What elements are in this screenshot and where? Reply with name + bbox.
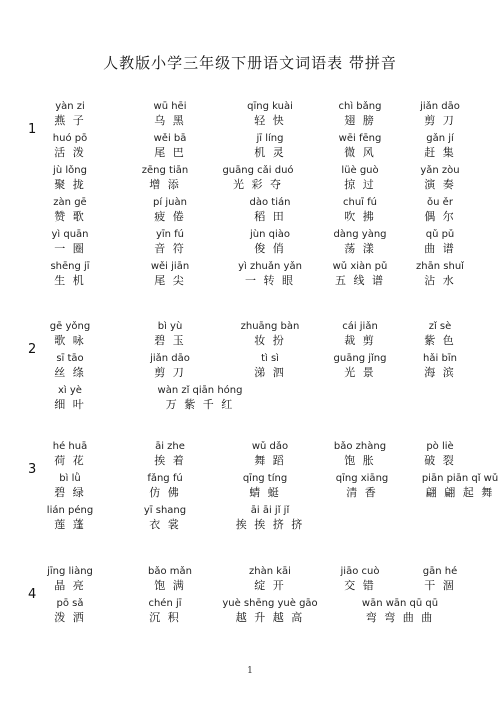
vocab-word xyxy=(53,132,87,160)
pinyin: lián péng xyxy=(46,505,94,516)
hanzi: 晶 亮 xyxy=(54,579,86,592)
pinyin: wū hēi xyxy=(153,101,187,112)
vocab-word xyxy=(154,320,186,348)
hanzi: 紫 色 xyxy=(424,334,456,347)
hanzi: 仿 佛 xyxy=(149,486,181,499)
pinyin: wǔ xiàn pǔ xyxy=(332,261,388,272)
vocab-word xyxy=(154,440,186,468)
pinyin: hé huā xyxy=(52,441,88,452)
hanzi: 丝 绦 xyxy=(54,366,86,379)
hanzi: 交 错 xyxy=(344,579,376,592)
vocab-word xyxy=(424,440,456,468)
vocab-word xyxy=(50,260,89,288)
hanzi: 音 符 xyxy=(154,242,186,255)
hanzi: 细 叶 xyxy=(54,398,86,411)
pinyin: lüè guò xyxy=(341,165,379,176)
lesson-number: 4 xyxy=(28,587,37,602)
pinyin: pò liè xyxy=(426,441,454,452)
hanzi: 翅 膀 xyxy=(344,114,376,127)
hanzi: 掠 过 xyxy=(344,178,376,191)
vocab-word xyxy=(142,164,188,192)
vocab-word xyxy=(341,164,378,192)
hanzi: 稻 田 xyxy=(254,210,286,223)
hanzi: 舞 蹈 xyxy=(254,454,286,467)
hanzi: 绽 开 xyxy=(254,579,286,592)
pinyin: yuè shēng yuè gāo xyxy=(222,598,318,609)
vocab-word xyxy=(333,228,386,256)
hanzi: 沾 水 xyxy=(424,274,456,287)
hanzi: 碧 绿 xyxy=(54,486,86,499)
vocab-word xyxy=(54,597,86,625)
vocab-word xyxy=(416,260,464,288)
hanzi: 剪 刀 xyxy=(154,366,186,379)
vocab-word xyxy=(154,100,187,128)
hanzi: 尾 巴 xyxy=(154,146,186,159)
hanzi: 清 香 xyxy=(346,486,378,499)
vocab-word xyxy=(424,132,456,160)
hanzi: 弯 弯 曲 曲 xyxy=(365,611,435,624)
hanzi: 饱 胀 xyxy=(344,454,376,467)
pinyin: pí juàn xyxy=(153,197,187,208)
hanzi: 剪 刀 xyxy=(424,114,456,127)
lesson-number: 2 xyxy=(28,342,37,357)
pinyin: āi zhe xyxy=(155,441,185,452)
pinyin: qǔ pǔ xyxy=(425,229,455,240)
vocab-word xyxy=(54,472,86,500)
hanzi: 海 滨 xyxy=(424,366,456,379)
pinyin: bì yù xyxy=(157,321,183,332)
pinyin: shēng jī xyxy=(50,261,90,272)
hanzi: 增 添 xyxy=(149,178,181,191)
vocab-word xyxy=(334,440,386,468)
pinyin: wǔ dǎo xyxy=(251,441,289,452)
hanzi: 疲 倦 xyxy=(154,210,186,223)
pinyin: chì bǎng xyxy=(338,101,382,112)
vocab-word xyxy=(47,565,93,593)
vocab-word xyxy=(54,100,86,128)
vocab-word xyxy=(148,565,192,593)
pinyin: gān hé xyxy=(422,566,458,577)
vocab-word xyxy=(222,164,293,192)
vocab-word xyxy=(341,565,380,593)
pinyin: wěi bā xyxy=(153,133,187,144)
pinyin: chén jī xyxy=(148,598,182,609)
pinyin: guāng cǎi duó xyxy=(222,165,294,176)
hanzi: 偶 尔 xyxy=(424,210,456,223)
pinyin: tì sì xyxy=(261,353,279,364)
vocab-word xyxy=(424,196,456,224)
pinyin: hǎi bīn xyxy=(423,353,457,364)
hanzi: 乌 黑 xyxy=(154,114,186,127)
lesson-number: 3 xyxy=(28,462,37,477)
vocab-word xyxy=(241,320,300,348)
pinyin: yì zhuǎn yǎn xyxy=(238,261,302,272)
pinyin: āi āi jǐ jǐ xyxy=(250,505,290,516)
pinyin: huó pō xyxy=(52,133,88,144)
vocab-word xyxy=(50,320,90,348)
vocab-word xyxy=(243,472,287,500)
vocab-word xyxy=(422,472,498,500)
vocab-word xyxy=(236,504,305,532)
pinyin: chuī fú xyxy=(343,197,377,208)
hanzi: 蜻 蜓 xyxy=(249,486,281,499)
hanzi: 挨 挨 挤 挤 xyxy=(235,518,305,531)
vocab-word xyxy=(252,440,288,468)
pinyin: jī líng xyxy=(256,133,284,144)
pinyin: pō sǎ xyxy=(56,598,84,609)
page-number: 1 xyxy=(247,666,253,676)
pinyin: yì quān xyxy=(51,229,89,240)
pinyin: dào tián xyxy=(249,197,291,208)
pinyin: yīn fú xyxy=(155,229,185,240)
pinyin: wān wān qū qū xyxy=(361,598,439,609)
vocab-word xyxy=(420,164,459,192)
hanzi: 干 涸 xyxy=(424,579,456,592)
vocab-word xyxy=(249,565,291,593)
lesson-number: 1 xyxy=(28,122,37,137)
hanzi: 机 灵 xyxy=(254,146,286,159)
vocab-word xyxy=(158,384,243,412)
vocab-word xyxy=(151,260,189,288)
vocab-word xyxy=(343,196,377,224)
hanzi: 光 彩 夺 xyxy=(232,178,283,191)
hanzi: 碧 玉 xyxy=(154,334,186,347)
pinyin: xì yè xyxy=(58,385,82,396)
vocab-word xyxy=(238,260,302,288)
vocab-word xyxy=(154,228,186,256)
vocab-word xyxy=(336,472,389,500)
pinyin: wēi fēng xyxy=(338,133,382,144)
hanzi: 破 裂 xyxy=(424,454,456,467)
vocab-word xyxy=(147,472,182,500)
pinyin: wàn zǐ qiān hóng xyxy=(157,385,243,396)
pinyin: qīng xiāng xyxy=(335,473,389,484)
hanzi: 妆 扮 xyxy=(254,334,286,347)
pinyin: jù lǒng xyxy=(53,165,87,176)
hanzi: 沉 积 xyxy=(149,611,181,624)
hanzi: 五 线 谱 xyxy=(334,274,385,287)
hanzi: 莲 蓬 xyxy=(54,518,86,531)
hanzi: 吹 拂 xyxy=(344,210,376,223)
vocab-word xyxy=(47,504,93,532)
vocab-word xyxy=(333,260,388,288)
vocab-word xyxy=(153,196,187,224)
hanzi: 万 紫 千 红 xyxy=(165,398,235,411)
hanzi: 光 景 xyxy=(344,366,376,379)
pinyin: bì lǜ xyxy=(59,473,81,484)
page-title: 人教版小学三年级下册语文词语表 带拼音 xyxy=(103,54,397,72)
pinyin: bǎo zhàng xyxy=(333,441,387,452)
pinyin: sī tāo xyxy=(56,353,84,364)
hanzi: 荷 花 xyxy=(54,454,86,467)
vocab-word xyxy=(424,320,456,348)
pinyin: dàng yàng xyxy=(333,229,387,240)
vocab-word xyxy=(339,100,382,128)
pinyin: zhàn kāi xyxy=(249,566,291,577)
hanzi: 生 机 xyxy=(54,274,86,287)
hanzi: 俊 俏 xyxy=(254,242,286,255)
vocab-word xyxy=(144,504,186,532)
hanzi: 歌 咏 xyxy=(54,334,86,347)
vocab-word xyxy=(247,100,293,128)
pinyin: yàn zi xyxy=(55,101,85,112)
hanzi: 一 圈 xyxy=(54,242,86,255)
pinyin: zhān shuǐ xyxy=(416,261,464,272)
vocab-word xyxy=(54,352,86,380)
pinyin: piān piān qǐ wǔ xyxy=(421,473,499,484)
vocab-word xyxy=(342,320,378,348)
pinyin: guāng jǐng xyxy=(333,353,387,364)
vocab-word xyxy=(53,440,87,468)
vocab-word xyxy=(250,196,291,224)
vocab-word xyxy=(154,132,187,160)
hanzi: 活 泼 xyxy=(54,146,86,159)
vocab-word xyxy=(222,597,317,625)
vocab-word xyxy=(254,132,286,160)
pinyin: gǎn jí xyxy=(426,133,454,144)
hanzi: 一 转 眼 xyxy=(244,274,295,287)
vocab-word xyxy=(254,352,286,380)
hanzi: 荡 漾 xyxy=(344,242,376,255)
vocab-word xyxy=(362,597,438,625)
hanzi: 燕 子 xyxy=(54,114,86,127)
vocab-word xyxy=(53,196,86,224)
pinyin: zǐ sè xyxy=(428,321,452,332)
pinyin: yǎn zòu xyxy=(420,165,460,176)
pinyin: cái jiǎn xyxy=(342,321,378,332)
vocab-word xyxy=(334,352,387,380)
vocab-word xyxy=(148,597,181,625)
vocab-word xyxy=(339,132,382,160)
pinyin: yī shang xyxy=(143,505,187,516)
pinyin: fǎng fú xyxy=(147,473,183,484)
vocab-word xyxy=(53,164,87,192)
pinyin: jiǎn dāo xyxy=(420,101,460,112)
pinyin: jiāo cuò xyxy=(340,566,380,577)
pinyin: zhuāng bàn xyxy=(240,321,300,332)
hanzi: 裁 剪 xyxy=(344,334,376,347)
vocab-word xyxy=(424,228,456,256)
hanzi: 演 奏 xyxy=(424,178,456,191)
pinyin: gē yǒng xyxy=(49,321,91,332)
vocab-word xyxy=(423,352,457,380)
hanzi: 聚 拢 xyxy=(54,178,86,191)
hanzi: 挨 着 xyxy=(154,454,186,467)
vocab-word xyxy=(51,228,88,256)
hanzi: 曲 谱 xyxy=(424,242,456,255)
pinyin: zēng tiān xyxy=(141,165,189,176)
pinyin: ǒu ěr xyxy=(427,197,453,208)
vocab-word xyxy=(250,228,290,256)
pinyin: jīng liàng xyxy=(47,566,93,577)
hanzi: 涕 泗 xyxy=(254,366,286,379)
pinyin: bǎo mǎn xyxy=(148,566,192,577)
pinyin: qīng tíng xyxy=(242,473,288,484)
hanzi: 衣 裳 xyxy=(149,518,181,531)
hanzi: 赞 歌 xyxy=(54,210,86,223)
hanzi: 轻 快 xyxy=(254,114,286,127)
vocab-word xyxy=(420,100,460,128)
hanzi: 越 升 越 高 xyxy=(235,611,305,624)
pinyin: qīng kuài xyxy=(247,101,293,112)
pinyin: jiǎn dāo xyxy=(150,353,190,364)
pinyin: zàn gē xyxy=(53,197,87,208)
hanzi: 微 风 xyxy=(344,146,376,159)
hanzi: 尾 尖 xyxy=(154,274,186,287)
hanzi: 翩 翩 起 舞 xyxy=(425,486,495,499)
hanzi: 赶 集 xyxy=(424,146,456,159)
vocab-word xyxy=(423,565,457,593)
hanzi: 饱 满 xyxy=(154,579,186,592)
pinyin: jùn qiào xyxy=(249,229,291,240)
hanzi: 泼 洒 xyxy=(54,611,86,624)
vocab-word xyxy=(54,384,86,412)
pinyin: wěi jiān xyxy=(150,261,190,272)
vocab-word xyxy=(150,352,190,380)
